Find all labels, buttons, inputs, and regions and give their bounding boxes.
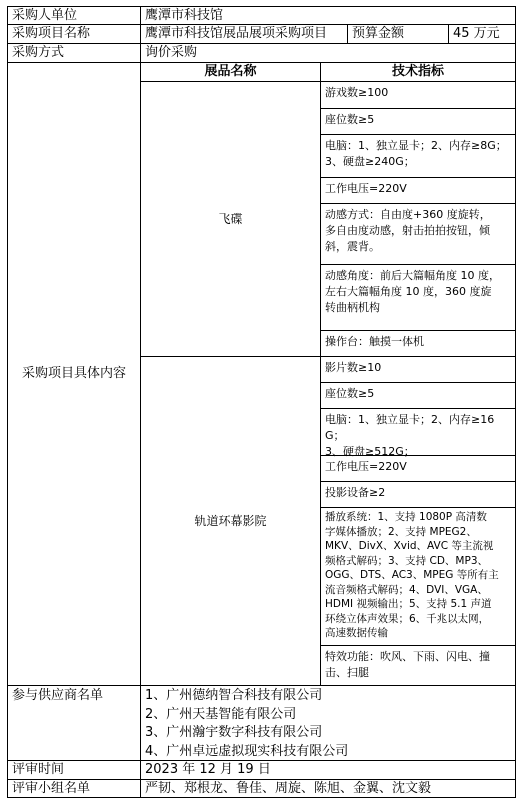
suppliers-list xyxy=(141,686,515,760)
spec-ufo-computer: 电脑：1、独立显卡；2、内存≥8G； 3、硬盘≥240G； xyxy=(325,139,507,168)
header-name: 展品名称 xyxy=(204,64,257,79)
review-team-value: 严韧、郑根龙、鲁佳、周旋、陈旭、金翼、沈文毅 xyxy=(145,780,432,796)
budget-value: 45 万元 xyxy=(453,26,500,41)
spec-theater-playback: 播放系统：1、支持 1080P 高清数 字媒体播放；2、支持 MPEG2、 MKV、DivX、Xvid、AVC 等主流视 频格式解码；3、支持 CD、MP3、 OGG、DTS、AC3、MPEG 等所有主 流音频格式解码；4、DVI、VGA、 HDMI 视频输出；5、支持 5.1 声道 环绕立体声效果；6、千兆以太网， 高速数据传输 xyxy=(325,511,499,639)
method-label: 采购方式 xyxy=(12,45,65,60)
header-spec: 技术指标 xyxy=(391,64,444,79)
project-name-value: 鹰潭市科技馆展品展项采购项目 xyxy=(145,26,328,41)
procurer-value: 鹰潭市科技馆 xyxy=(145,7,224,23)
spec-theater-seats: 座位数≥5 xyxy=(325,387,375,400)
spec-ufo-seats: 座位数≥5 xyxy=(325,113,375,126)
spec-theater-films: 影片数≥10 xyxy=(325,361,382,374)
item-name-rail-theater: 轨道环幕影院 xyxy=(194,513,267,528)
content-label: 采购项目具体内容 xyxy=(21,366,126,381)
review-time-value: 2023 年 12 月 19 日 xyxy=(145,762,271,777)
method-value: 询价采购 xyxy=(145,45,198,60)
spec-ufo-motion-angle: 动感角度：前后大篇幅角度 10 度， 左右大篇幅角度 10 度，360 度旋 转曲柄机构 xyxy=(325,269,500,314)
spec-theater-computer: 电脑：1、独立显卡；2、内存≥16G； 3、硬盘≥512G； xyxy=(325,413,495,458)
budget-label: 预算金额 xyxy=(352,26,405,41)
review-time-label: 评审时间 xyxy=(12,762,65,777)
spec-ufo-games: 游戏数≥100 xyxy=(325,86,389,99)
spec-ufo-motion-mode: 动感方式：自由度+360 度旋转， 多自由度动感，射击拍拍按钮，倾 斜，震背。 xyxy=(325,208,491,253)
spec-ufo-console: 操作台：触摸一体机 xyxy=(325,335,424,348)
supplier-item: 2、广州天基智能有限公司 xyxy=(145,706,297,722)
spec-theater-voltage: 工作电压=220V xyxy=(325,460,407,473)
project-name-label: 采购项目名称 xyxy=(12,26,91,41)
review-team-label: 评审小组名单 xyxy=(12,780,91,796)
spec-theater-projectors: 投影设备≥2 xyxy=(325,486,386,499)
item-name-ufo: 飞碟 xyxy=(218,211,243,226)
spec-theater-effects: 特效功能：吹风、下雨、闪电、撞 击、扫腿 xyxy=(325,650,490,679)
supplier-item: 4、广州卓远虚拟现实科技有限公司 xyxy=(145,743,349,759)
suppliers-label: 参与供应商名单 xyxy=(12,688,104,703)
supplier-item: 3、广州瀚宇数字科技有限公司 xyxy=(145,725,323,740)
supplier-item: 1、广州德纳智合科技有限公司 xyxy=(145,688,323,703)
procurer-label: 采购人单位 xyxy=(12,7,78,23)
spec-ufo-voltage: 工作电压=220V xyxy=(325,182,407,195)
